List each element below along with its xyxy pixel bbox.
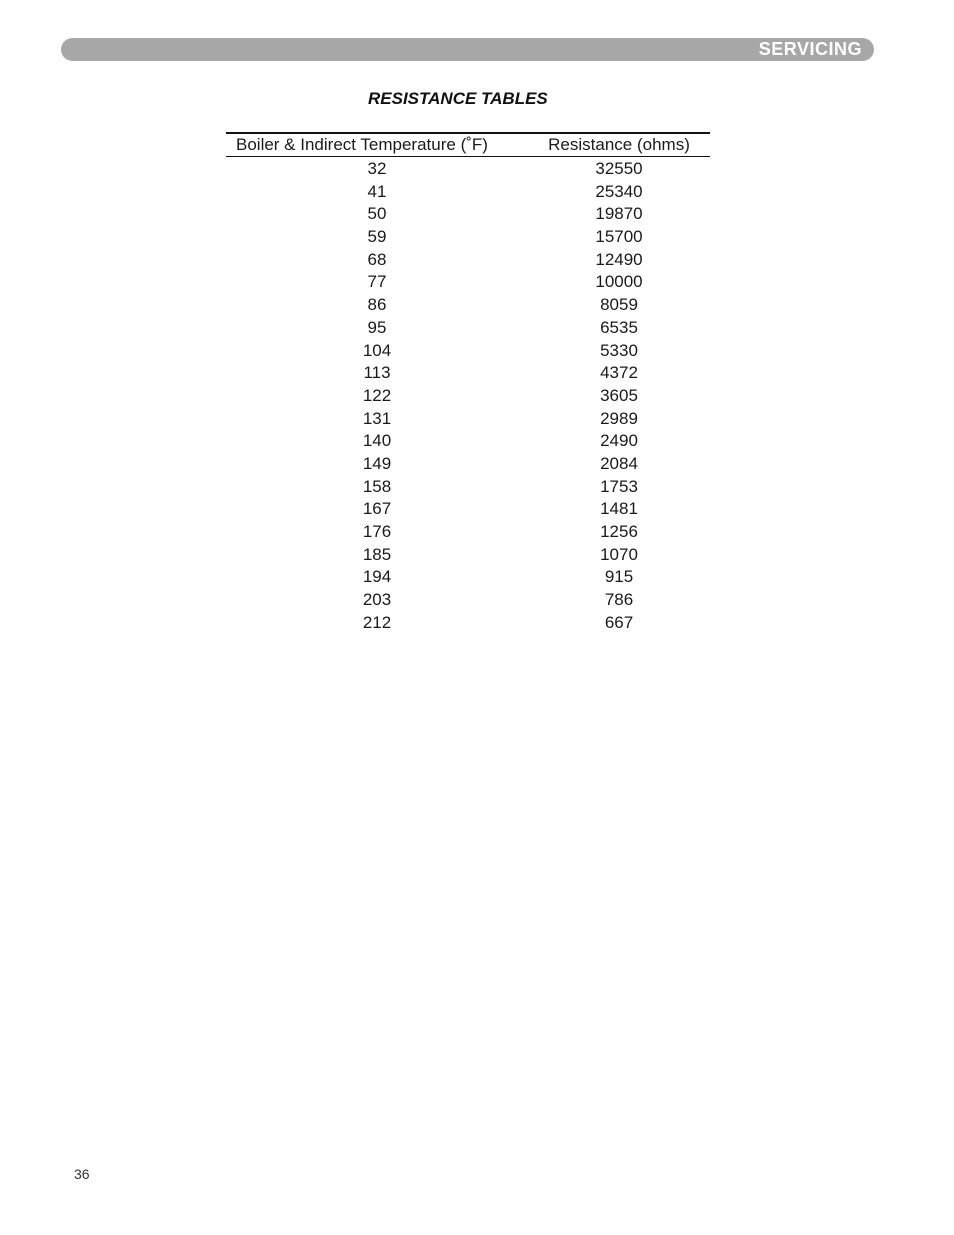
table-row: [226, 294, 710, 317]
resistance-cell: 5330: [600, 340, 638, 360]
table-row: [226, 158, 710, 181]
temperature-cell: 203: [362, 590, 392, 610]
temperature-cell: 140: [362, 431, 392, 451]
table-row: [226, 544, 710, 567]
table-row: [226, 430, 710, 453]
resistance-cell: 12490: [595, 249, 643, 269]
temperature-cell: 212: [362, 612, 392, 632]
resistance-cell: 667: [604, 612, 634, 632]
resistance-cell: 3605: [600, 385, 638, 405]
table-row: [226, 476, 710, 499]
temperature-cell: 131: [362, 408, 392, 428]
table-row: [226, 362, 710, 385]
resistance-cell: 1070: [600, 544, 638, 564]
temperature-cell: 68: [367, 249, 387, 269]
resistance-cell: 2084: [600, 453, 638, 473]
temperature-cell: 95: [367, 317, 387, 337]
resistance-cell: 1481: [600, 499, 638, 519]
resistance-cell: 786: [604, 590, 634, 610]
temperature-cell: 158: [362, 476, 392, 496]
table-row: [226, 181, 710, 204]
resistance-cell: 15700: [595, 227, 643, 247]
temperature-cell: 167: [362, 499, 392, 519]
temperature-cell: 149: [362, 453, 392, 473]
table-row: [226, 408, 710, 431]
table-row: [226, 498, 710, 521]
table-row: [226, 317, 710, 340]
resistance-cell: 1256: [600, 522, 638, 541]
table-row: [226, 271, 710, 294]
column-header-resistance: Resistance (ohms): [548, 135, 690, 154]
table-row: [226, 566, 710, 589]
temperature-cell: 122: [362, 385, 392, 405]
section-header-bar: [61, 38, 874, 61]
table-row: [226, 385, 710, 408]
resistance-cell: 8059: [600, 295, 638, 315]
resistance-cell: 25340: [595, 181, 643, 201]
temperature-cell: 50: [367, 204, 387, 224]
resistance-cell: 6535: [600, 317, 638, 337]
section-header-label: SERVICING: [758, 39, 862, 59]
temperature-cell: 194: [362, 567, 392, 587]
resistance-cell: 2490: [600, 431, 638, 451]
temperature-cell: 104: [362, 340, 392, 360]
table-header-row: [226, 134, 710, 157]
temperature-cell: 59: [367, 227, 387, 247]
resistance-cell: 2989: [600, 408, 638, 428]
column-header-temperature: Boiler & Indirect Temperature (˚F): [236, 135, 488, 154]
temperature-cell: 86: [367, 295, 387, 315]
table-row: [226, 249, 710, 272]
table-row: [226, 612, 710, 635]
page-title: RESISTANCE TABLES: [368, 89, 548, 108]
temperature-cell: 185: [362, 544, 392, 564]
table-row: [226, 521, 710, 544]
temperature-cell: 41: [367, 181, 387, 201]
resistance-cell: 10000: [595, 272, 643, 292]
table-row: [226, 453, 710, 476]
table-row: [226, 226, 710, 249]
table-row: [226, 589, 710, 612]
table-row: [226, 203, 710, 226]
resistance-cell: 4372: [600, 363, 638, 383]
resistance-table: [226, 132, 710, 634]
table-row: [226, 340, 710, 363]
resistance-cell: 19870: [595, 204, 643, 224]
temperature-cell: 113: [363, 363, 391, 383]
table-body: [226, 157, 710, 634]
page-number: 36: [74, 1166, 90, 1182]
temperature-cell: 176: [362, 522, 392, 541]
resistance-cell: 915: [604, 567, 634, 587]
resistance-cell: 32550: [595, 159, 643, 178]
temperature-cell: 32: [367, 159, 387, 178]
resistance-cell: 1753: [600, 476, 638, 496]
temperature-cell: 77: [367, 272, 387, 292]
